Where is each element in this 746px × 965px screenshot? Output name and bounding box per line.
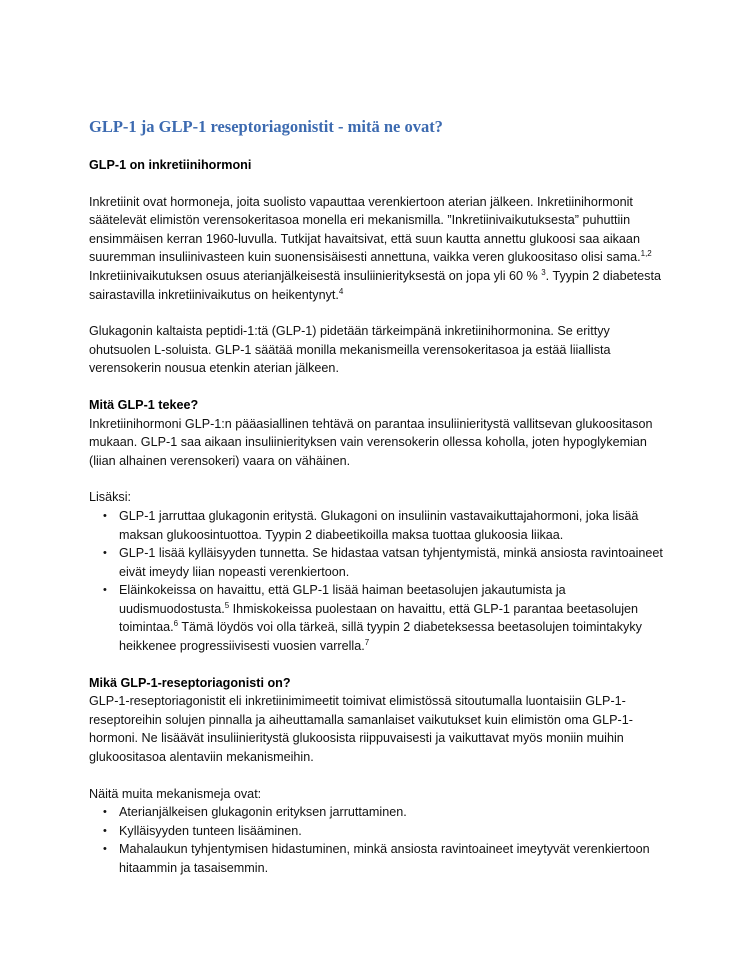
list-item-text: Mahalaukun tyhjentymisen hidastuminen, minkä ansiosta ravintoaineet imeytyvät verenkiertoon hitaammin ja tasaisemmin. bbox=[119, 842, 650, 875]
paragraph-receptor-agonists: GLP-1-reseptoriagonistit eli inkretiinimimeetit toimivat elimistössä sitoutumalla luontaisiin GLP-1-reseptoreihin solujen pinnalla ja aiheuttamalla samanlaiset vaikutukset kuin elimistön oma GLP-1-hormoni. Ne lisäävät insuliinieritystä glukoosista riippuvaisesti ja vaikuttavat myös moniin muihin glukoositasoa alentaviin mekanismeihin. bbox=[89, 694, 633, 765]
list-item bbox=[103, 544, 674, 581]
list-item-text: Tämä löydös voi olla tärkeä, sillä tyypin 2 diabeteksessa beetasolujen toimintakyky heikkenee progressiivisesti vuosien varrella. bbox=[119, 620, 642, 654]
paragraph-glp1-function: Inkretiinihormoni GLP-1:n pääasiallinen tehtävä on parantaa insuliinieritystä vallitsevan glukoositason mukaan. GLP-1 saa aikaan insuliinierityksen vain verensokerin ollessa koholla, joten hypoglykemian (liian alhainen verensokeri) vaara on vähäinen. bbox=[89, 416, 653, 468]
document-title: GLP-1 ja GLP-1 reseptoriagonistit - mitä ne ovat? bbox=[89, 117, 443, 136]
bullet-icon: • bbox=[103, 509, 107, 522]
bullet-icon: • bbox=[103, 843, 107, 856]
paragraph-text: Inkretiinit ovat hormoneja, joita suolisto vapauttaa verenkiertoon aterian jälkeen. Inkretiinihormonit säätelevät elimistön verensokeritasoa monella eri mekanismilla. ”Inkretiinivaikutuksesta” puhuttiin ensimmäisen kerran 1960-luvulla. Tutkijat havaitsivat, että suun kautta annettu glukoosi saa aikaan suuremman insuliinivasteen kuin suonensisäisesti annettuna, vaikka veren glukoositaso olisi sama. bbox=[89, 194, 641, 265]
bullet-icon: • bbox=[103, 547, 107, 560]
reference-superscript: 6 bbox=[173, 619, 179, 629]
list-item bbox=[103, 840, 674, 877]
list-item-text: GLP-1 jarruttaa glukagonin eritystä. Glukagoni on insuliinin vastavaikuttajahormoni, joka lisää maksan glukoosintuottoa. Tyypin 2 diabeetikoilla maksa tuottaa glukoosia liikaa. bbox=[119, 508, 639, 542]
section-heading-receptor-agonist: Mikä GLP-1-reseptoriagonisti on? bbox=[89, 675, 291, 690]
list-intro-mechanisms: Näitä muita mekanismeja ovat: bbox=[89, 786, 262, 801]
section-heading-glp1-hormone: GLP-1 on inkretiinihormoni bbox=[89, 158, 252, 172]
bullet-icon: • bbox=[103, 824, 107, 837]
bullet-icon: • bbox=[103, 806, 107, 819]
reference-superscript: 1,2 bbox=[640, 249, 652, 259]
paragraph-glp1-definition: Glukagonin kaltaista peptidi-1:tä (GLP-1) pidetään tärkeimpänä inkretiinihormonina. Se erittyy ohutsuolen L-soluista. GLP-1 säätää monilla mekanismeilla verensokeritasoa ja estää liiallista verensokerin nousua etenkin aterian jälkeen. bbox=[89, 324, 611, 376]
glp1-effects-list bbox=[89, 507, 674, 656]
paragraph-text: Inkretiinivaikutuksen osuus aterianjälkeisestä insuliinierityksestä on jopa yli 60 % bbox=[89, 268, 542, 283]
bullet-icon: • bbox=[103, 584, 107, 597]
list-item bbox=[103, 507, 674, 544]
list-item bbox=[103, 822, 674, 841]
mechanisms-list bbox=[89, 803, 674, 877]
list-intro-additionally: Lisäksi: bbox=[89, 490, 131, 505]
list-item-text: Aterianjälkeisen glukagonin erityksen jarruttaminen. bbox=[119, 805, 407, 820]
reference-superscript: 7 bbox=[364, 638, 370, 648]
paragraph-text: . Tyypin 2 diabetesta sairastavilla inkretiinivaikutus on heikentynyt. bbox=[89, 268, 661, 302]
reference-superscript: 5 bbox=[224, 600, 230, 610]
list-item-text: GLP-1 lisää kylläisyyden tunnetta. Se hidastaa vatsan tyhjentymistä, minkä ansiosta ravintoaineet eivät imeydy liian nopeasti verenkiertoon. bbox=[119, 546, 663, 579]
reference-superscript: 3 bbox=[541, 267, 546, 277]
paragraph-incretins bbox=[89, 193, 674, 305]
section-heading-what-glp1-does: Mitä GLP-1 tekee? bbox=[89, 397, 199, 412]
list-item-text: Kylläisyyden tunteen lisääminen. bbox=[119, 823, 302, 838]
list-item-text: Eläinkokeissa on havaittu, että GLP-1 lisää haiman beetasolujen jakautumista ja uudismuodostusta. bbox=[119, 583, 566, 616]
list-item-text: Ihmiskokeissa puolestaan on havaittu, että GLP-1 parantaa beetasolujen toimintaa. bbox=[119, 601, 639, 635]
list-item bbox=[103, 803, 674, 822]
list-item bbox=[103, 581, 674, 655]
reference-superscript: 4 bbox=[338, 286, 344, 296]
